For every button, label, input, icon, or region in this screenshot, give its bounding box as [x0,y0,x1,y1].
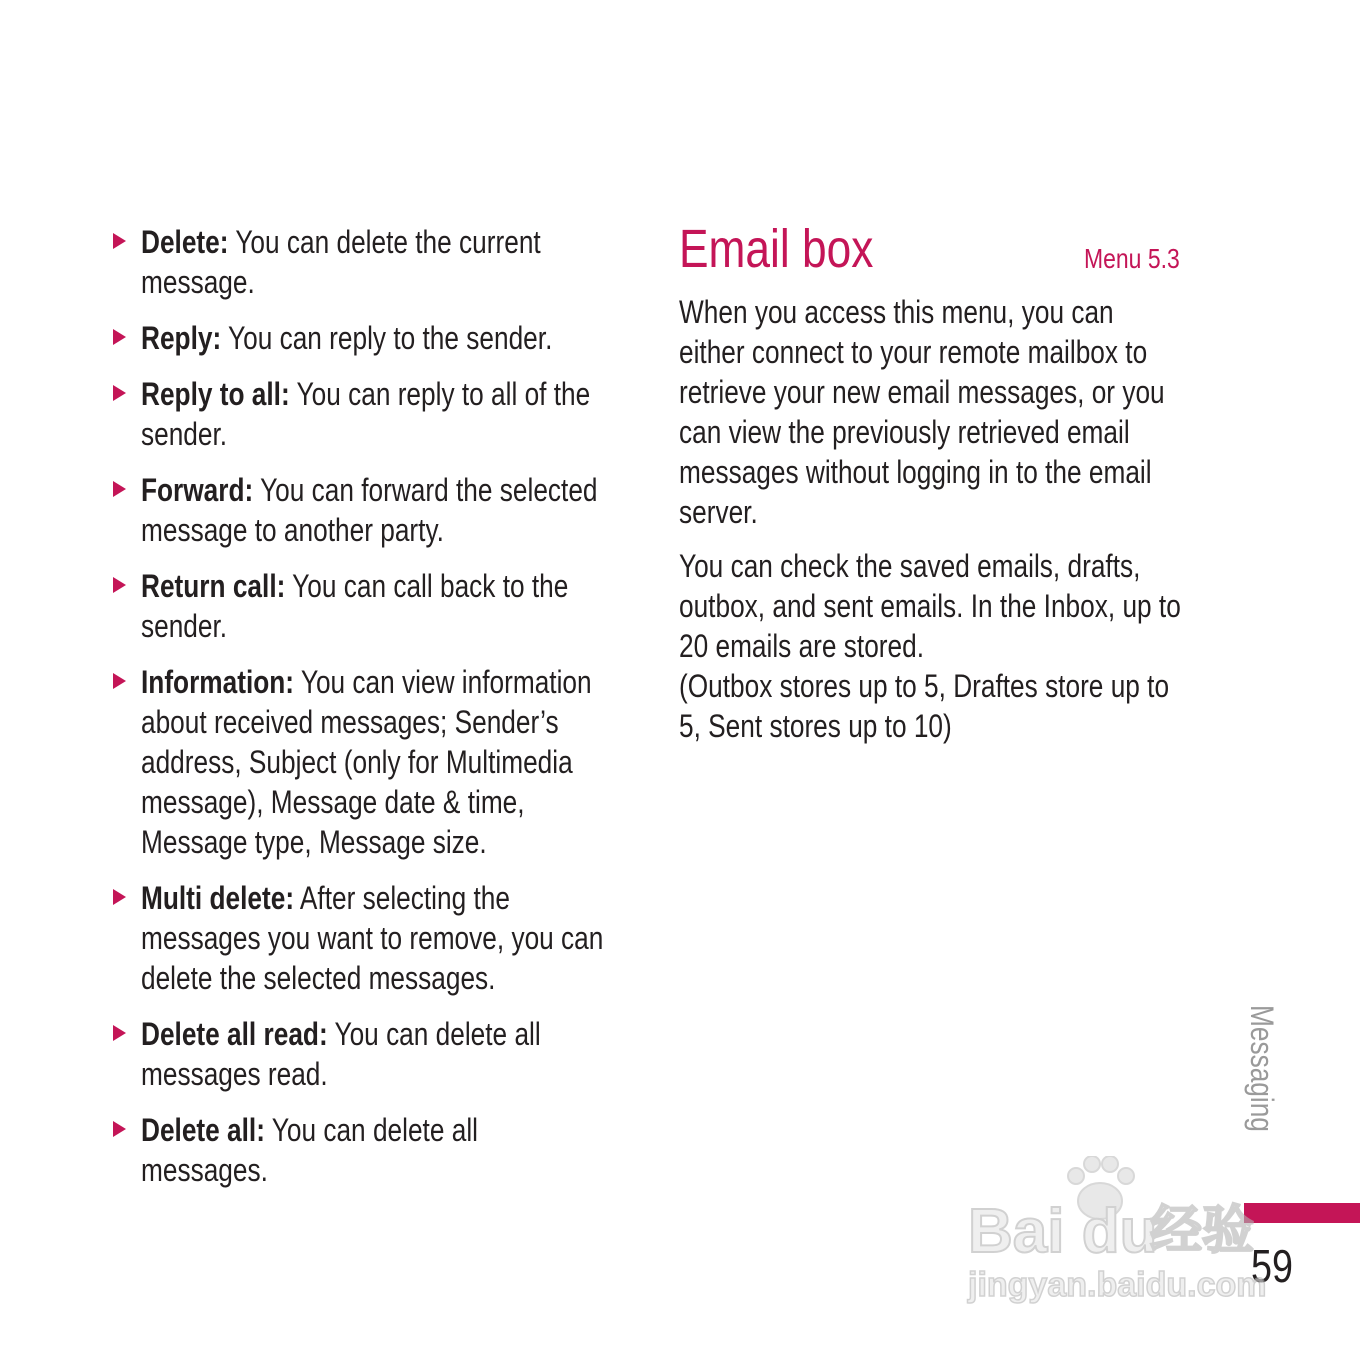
bullet-arrow-icon [113,385,126,401]
baidu-watermark-logo [960,1156,1280,1306]
item-text: You can reply to the sender. [221,320,553,356]
item-term: Delete all read: [141,1016,328,1052]
watermark-cn: 经验 [1150,1201,1255,1261]
bullet-arrow-icon [113,233,126,249]
section-title: Email box [679,219,874,279]
list-item [113,1110,713,1190]
page-number: 59 [1251,1240,1293,1292]
paragraph: You can check the saved emails, drafts, outbox, and sent emails. In the Inbox, up to 20 emails are stored. (Outbox stores up to 5, Draftes store up to 5, Sent stores up to 10) [679,548,1181,744]
item-term: Forward: [141,472,254,508]
list-item [113,374,713,454]
item-text: delete the selected messages. [141,960,496,996]
item-text: You can forward the selected [253,472,598,508]
item-term: Delete: [141,224,229,260]
bullet-arrow-icon [113,1025,126,1041]
list-item [113,878,713,998]
item-text: After selecting the [294,880,510,916]
paragraph: When you access this menu, you can either connect to your remote mailbox to retrieve your new email messages, or you can view the previously retrieved email messages without logging in to the email server. [679,294,1165,530]
bullet-arrow-icon [113,329,126,345]
feature-list [113,222,713,1206]
item-term: Information: [141,664,295,700]
list-item [113,662,713,862]
item-text: You can reply to all of the [289,376,591,412]
bullet-arrow-icon [113,481,126,497]
email-box-section [679,218,1199,746]
list-item [113,318,713,358]
item-text: You can call back to the [285,568,569,604]
item-term: Delete all: [141,1112,265,1148]
item-term: Multi delete: [141,880,295,916]
list-item [113,222,713,302]
item-text: address, Subject (only for Multimedia [141,744,573,780]
item-term: Return call: [141,568,286,604]
bullet-arrow-icon [113,1121,126,1137]
item-text: messages you want to remove, you can [141,920,604,956]
item-text: You can delete all [264,1112,478,1148]
item-text: about received messages; Sender’s [141,704,559,740]
item-text: sender. [141,416,228,452]
item-text: message. [141,264,255,300]
menu-reference: Menu 5.3 [1084,243,1180,274]
item-text: message), Message date & time, [141,784,525,820]
bullet-arrow-icon [113,577,126,593]
item-text: message to another party. [141,512,444,548]
bullet-arrow-icon [113,673,126,689]
item-text: You can delete all [327,1016,541,1052]
list-item [113,566,713,646]
bullet-arrow-icon [113,889,126,905]
item-text: You can view information [294,664,592,700]
watermark-brand: Bai du [968,1197,1158,1266]
item-term: Reply to all: [141,376,290,412]
item-text: sender. [141,608,228,644]
item-term: Reply: [141,320,222,356]
item-text: You can delete the current [228,224,541,260]
list-item [113,1014,713,1094]
item-text: messages read. [141,1056,328,1092]
item-text: messages. [141,1152,268,1188]
item-text: Message type, Message size. [141,824,487,860]
watermark-url: jingyan.baidu.com [968,1266,1267,1304]
chapter-tab-label: Messaging [1244,1005,1280,1132]
list-item [113,470,713,550]
chapter-tab [1244,1005,1280,1155]
